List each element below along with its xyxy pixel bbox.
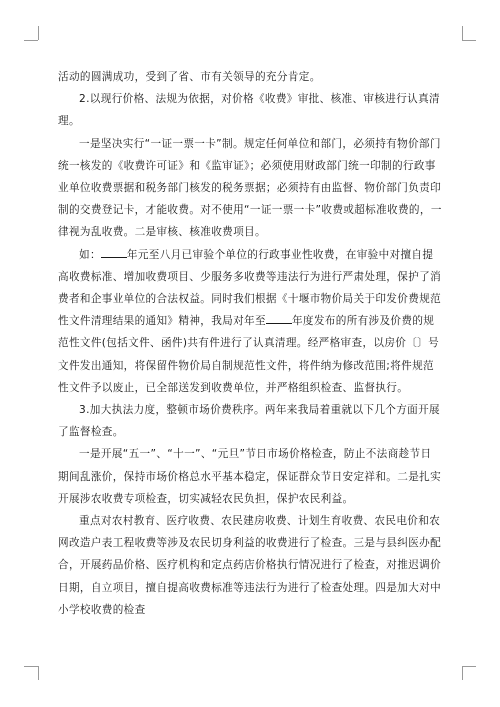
paragraph-segment: 年元至八月已审验个单位的行政事业性收费，在审验中对擅自提高收费标准、增加收费项目、少服务多收费等违法行为进行严肃处理，保护了消费者和企事业单位的合法权益。同时我们根据《十堰市物价局关于印发价费规范性文件清理结果的通知》精神，我局对年至 (58, 248, 442, 328)
paragraph (58, 244, 442, 399)
paragraph: 活动的圆满成功，受到了省、市有关领导的充分肯定。 (58, 71, 321, 83)
paragraph-segment: 年度发布的所有涉及价费的规范性文件(包括文件、函件)共有件进行了认真清理。经严格审查，以房价〔〕号文件发出通知，将保留件物价局自制规范性文件，将件纳为修改范围;将件规范性文件予以废止，已全部送发到收费单位，并严格组织检查、监督执行。 (58, 315, 440, 394)
paragraph-segment: 如： (79, 248, 101, 261)
paragraph: 一是开展“五一”、“十一”、“元旦”节日市场价格检查，防止不法商趁节日期间乱涨价，保持市场价格总水平基本稳定，保证群众节日安定祥和。二是扎实开展涉农收费专项检查，切实减轻农民负担，保护农民利益。 (58, 448, 442, 505)
paragraph: 重点对农村教育、医疗收费、农民建房收费、计划生育收费、农民电价和农网改造户表工程收费等涉及农民切身利益的收费进行了检查。三是与县纠医办配合，开展药品价格、医疗机构和定点药店价格执行情况进行了检查，对推迟调价日期，自立项目，擅自提高收费标准等违法行为进行了检查处理。四是加大对中小学校收费的检查 (58, 515, 442, 616)
paragraph: 2.以现行价格、法规为依据，对价格《收费》审批、核准、审核进行认真清理。 (58, 93, 441, 128)
document-body (58, 66, 442, 621)
blank-underline (266, 313, 292, 324)
paragraph: 一是坚决实行“一证一票一卡”制。规定任何单位和部门，必须持有物价部门统一核发的《收费许可证》和《监审证》；必须使用财政部门统一印制的行政事业单位收费票据和税务部门核发的税务票据；必须持有由监督、物价部门负责印制的交费登记卡，才能收费。对不使用“一证一票一卡”收费或超标准收费的，一律视为乱收费。二是审核、核准收费项目。 (58, 137, 442, 239)
blank-underline (101, 247, 127, 258)
paragraph: 3.加大执法力度，整顿市场价费秩序。两年来我局着重就以下几个方面开展了监督检查。 (58, 404, 441, 439)
